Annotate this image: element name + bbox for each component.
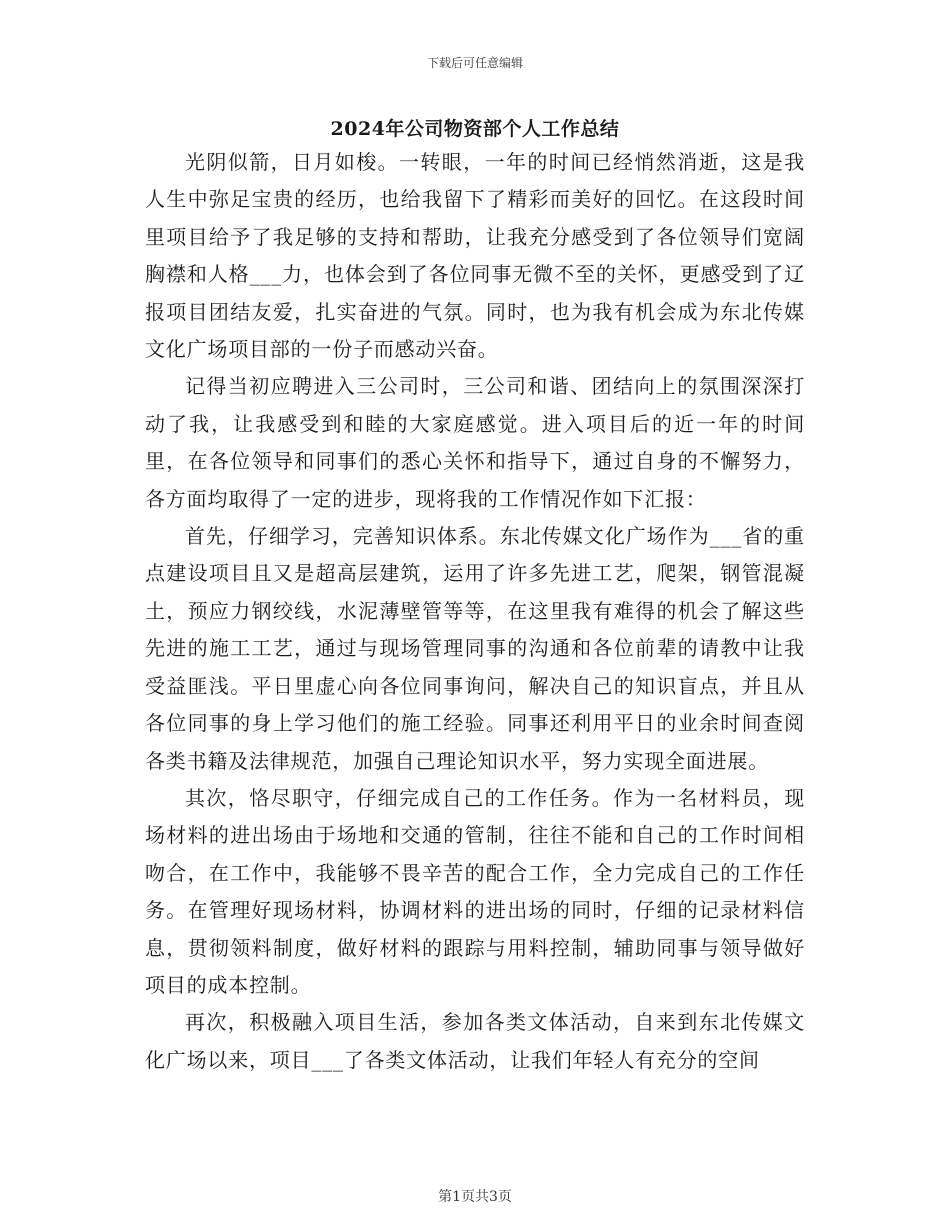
paragraph: 首先，仔细学习，完善知识体系。东北传媒文化广场作为___省的重点建设项目且又是超高层建筑，运用了许多先进工艺，爬架，钢管混凝土，预应力钢绞线，水泥薄壁管等等，在这里我有难得的机会了解这些先进的施工工艺，通过与现场管理同事的沟通和各位前辈的请教中让我受益匪浅。平日里虚心向各位同事询问，解决自己的知识盲点，并且从各位同事的身上学习他们的施工经验。同事还利用平日的业余时间查阅各类书籍及法律规范，加强自己理论知识水平，努力实现全面进展。 (145, 524, 805, 773)
header-note: 下载后可任意编辑 (426, 56, 523, 70)
page-footer: 第1页共3页 (438, 1189, 512, 1205)
document-body (145, 144, 805, 1079)
document-title: 2024年公司物资部个人工作总结 (330, 118, 620, 140)
paragraph: 记得当初应聘进入三公司时，三公司和谐、团结向上的氛围深深打动了我，让我感受到和睦的大家庭感觉。进入项目后的近一年的时间里，在各位领导和同事们的悉心关怀和指导下，通过自身的不懈努力，各方面均取得了一定的进步，现将我的工作情况作如下汇报： (145, 374, 805, 511)
paragraph: 其次，恪尽职守，仔细完成自己的工作任务。作为一名材料员，现场材料的进出场由于场地和交通的管制，往往不能和自己的工作时间相吻合，在工作中，我能够不畏辛苦的配合工作，全力完成自己的工作任务。在管理好现场材料，协调材料的进出场的同时，仔细的记录材料信息，贯彻领料制度，做好材料的跟踪与用料控制，辅助同事与领导做好项目的成本控制。 (145, 785, 805, 997)
paragraph: 光阴似箭，日月如梭。一转眼，一年的时间已经悄然消逝，这是我人生中弥足宝贵的经历，也给我留下了精彩而美好的回忆。在这段时间里项目给予了我足够的支持和帮助，让我充分感受到了各位领导们宽阔胸襟和人格___力，也体会到了各位同事无微不至的关怀，更感受到了辽报项目团结友爱，扎实奋进的气氛。同时，也为我有机会成为东北传媒文化广场项目部的一份子而感动兴奋。 (145, 150, 805, 362)
paragraph: 再次，积极融入项目生活，参加各类文体活动，自来到东北传媒文化广场以来，项目___了各类文体活动，让我们年轻人有充分的空间 (145, 1010, 805, 1072)
